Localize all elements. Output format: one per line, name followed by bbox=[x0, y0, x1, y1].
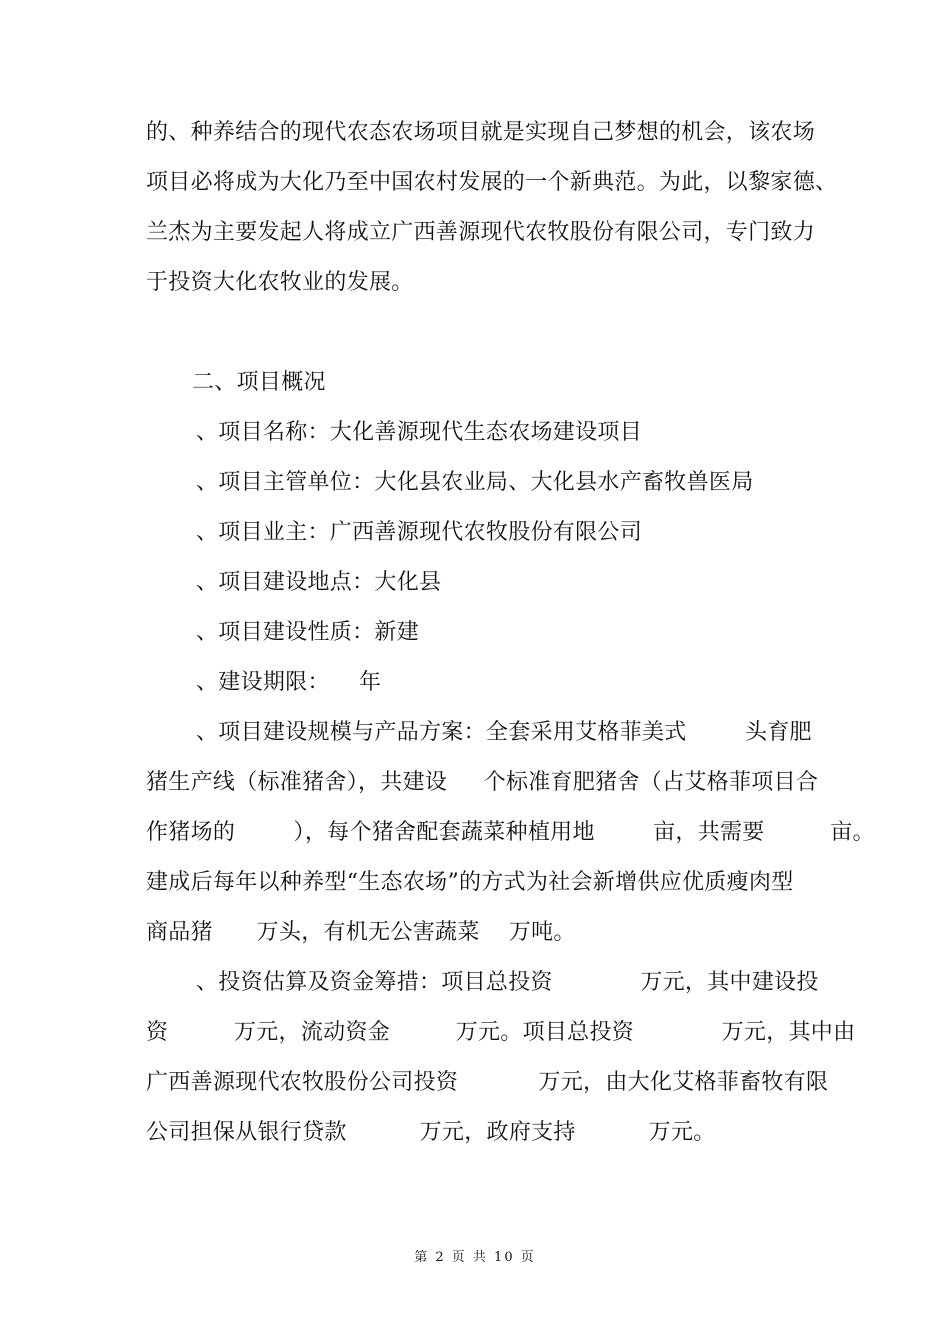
investment-line-3: 广西善源现代农牧股份公司投资 万元，由大化艾格菲畜牧有限 bbox=[146, 1070, 829, 1095]
intro-line-1: 的、种养结合的现代农态农场项目就是实现自己梦想的机会，该农场 bbox=[146, 120, 816, 145]
section-heading: 二、项目概况 bbox=[192, 370, 326, 395]
scale-line-5: 商品猪 万头，有机无公害蔬菜 万吨。 bbox=[146, 920, 576, 945]
intro-line-3: 兰杰为主要发起人将成立广西善源现代农牧股份有限公司，专门致力 bbox=[146, 220, 816, 245]
item-nature: 、项目建设性质：新建 bbox=[196, 620, 420, 645]
investment-line-1: 、投资估算及资金筹措：项目总投资 万元，其中建设投 bbox=[196, 970, 819, 995]
investment-line-4: 公司担保从银行贷款 万元，政府支持 万元。 bbox=[146, 1120, 716, 1145]
item-project-owner: 、项目业主：广西善源现代农牧股份有限公司 bbox=[196, 520, 643, 545]
item-supervising-unit: 、项目主管单位：大化县农业局、大化县水产畜牧兽医局 bbox=[196, 470, 754, 495]
intro-line-4: 于投资大化农牧业的发展。 bbox=[146, 270, 414, 295]
scale-line-2: 猪生产线（标准猪舍），共建设 个标准育肥猪舍（占艾格菲项目合 bbox=[146, 770, 819, 795]
investment-line-2: 资 万元，流动资金 万元。项目总投资 万元，其中由 bbox=[146, 1020, 856, 1045]
scale-line-3: 作猪场的 ），每个猪舍配套蔬菜种植用地 亩，共需要 亩。 bbox=[146, 820, 875, 845]
item-period: 、建设期限： 年 bbox=[196, 670, 382, 695]
page-number-footer: 第 2 页 共 10 页 bbox=[414, 1250, 536, 1265]
intro-line-2: 项目必将成为大化乃至中国农村发展的一个新典范。为此，以黎家德、 bbox=[146, 170, 838, 195]
item-location: 、项目建设地点：大化县 bbox=[196, 570, 442, 595]
item-project-name: 、项目名称：大化善源现代生态农场建设项目 bbox=[196, 420, 643, 445]
scale-line-4: 建成后每年以种养型“生态农场”的方式为社会新增供应优质瘦肉型 bbox=[146, 870, 794, 895]
scale-line-1: 、项目建设规模与产品方案：全套采用艾格菲美式 头育肥 bbox=[196, 720, 812, 745]
